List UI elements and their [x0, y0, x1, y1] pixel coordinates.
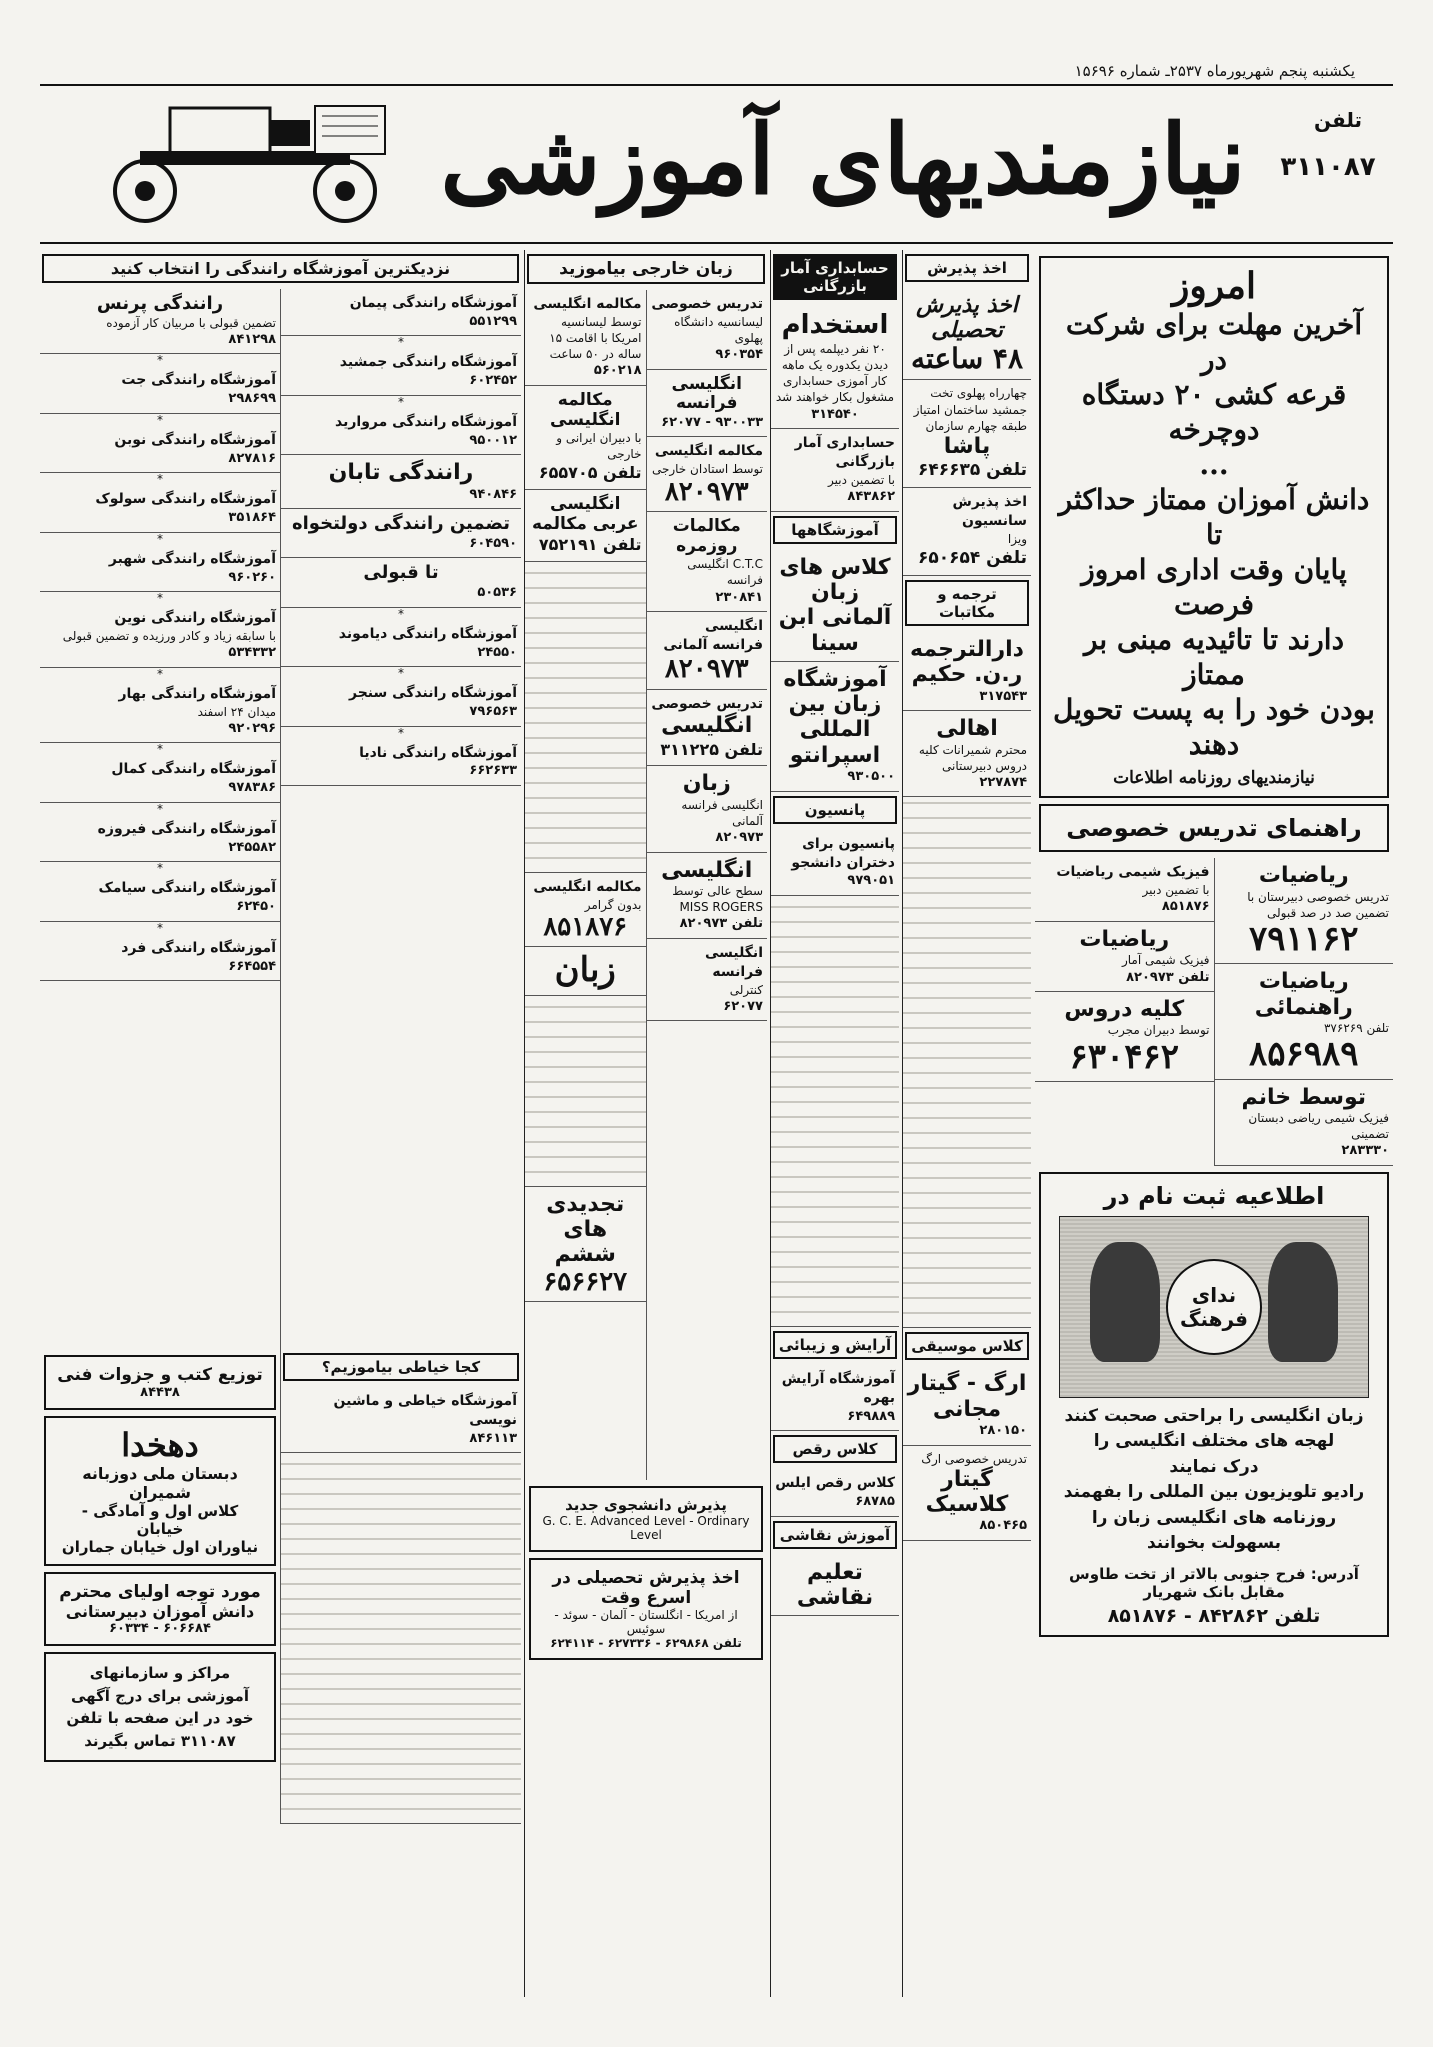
foreign-ad-phone: ۲۳۰۸۴۱	[715, 589, 763, 605]
accounting-ad-phone: ۸۴۳۸۶۲	[847, 489, 895, 505]
foreign-ad-title: تدریس خصوصی	[651, 695, 763, 712]
driving-ad-title: تا قبولی	[363, 562, 439, 584]
driving-ad-phone: ۹۴۰۸۴۶	[469, 486, 517, 502]
driving-ad	[281, 509, 521, 558]
column-driving	[40, 250, 521, 1997]
tailor-ad	[281, 1387, 521, 1453]
driving-ad-title: آموزشگاه رانندگی بهار	[118, 685, 276, 702]
driving-ad-phone: ۵۳۴۳۳۲	[228, 645, 276, 661]
admission-ad-title: گیتار کلاسیک	[925, 1466, 1009, 1518]
driving-ad	[40, 485, 280, 532]
announcement-dots: ...	[1199, 448, 1229, 482]
admission-brand: اخذ پذیرش تحصیلی	[916, 293, 1018, 344]
notice-line: دانش آموزان دبیرستانی	[65, 1602, 255, 1621]
admission-ad-text: چهارراه پهلوی تخت جمشید ساختمان امتیاز طبقه چهارم سازمان	[913, 386, 1027, 433]
driving-ad-phone: ۳۵۱۸۶۴	[228, 510, 276, 526]
accounting-ad	[771, 550, 899, 662]
registration-line4: رادیو تلویزیون بین المللی را بفهمند	[1063, 1482, 1365, 1503]
driving-ad-phone: ۶۶۴۵۵۴	[228, 958, 276, 974]
divider-star: *	[157, 920, 163, 935]
foreign-ad-title: انگلیسی فرانسه	[671, 373, 742, 414]
announcement-box	[1039, 256, 1389, 798]
admission-ad	[903, 632, 1031, 711]
driving-ad-phone: ۵۵۱۲۹۹	[469, 313, 517, 329]
admission-ad-text: محترم شمیرانات کلیه دروس دبیرستانی	[918, 742, 1027, 773]
guide-ad-text: تدریس خصوصی دبیرستان با تضمین صد در صد قبولی	[1247, 889, 1389, 920]
column-accounting	[770, 250, 899, 1997]
accounting-ad-phone: ۶۴۹۸۸۹	[847, 1408, 895, 1424]
tailor-phone: ۸۴۶۱۱۳	[469, 1430, 517, 1446]
announcement-footer: نیازمندیهای روزنامه اطلاعات	[1113, 768, 1315, 789]
driving-ad-phone: ۸۲۷۸۱۶	[228, 450, 276, 466]
guide-ad	[1035, 992, 1214, 1082]
registration-box	[1039, 1172, 1389, 1637]
foreign-ad-phone: ۸۲۰۹۷۳	[664, 476, 749, 507]
driving-ad	[281, 408, 521, 455]
masthead-phone-label: تلفن	[1313, 108, 1363, 132]
announcement-line5: پایان وقت اداری امروز فرصت	[1081, 553, 1347, 622]
foreign-ad-title: زبان	[554, 950, 616, 991]
admission-ad-phone: تلفن ۶۴۶۶۳۵	[917, 460, 1027, 481]
driving-ad-title: آموزشگاه رانندگی سیامک	[98, 880, 276, 897]
accounting-ad-phone: ۳۱۴۵۴۰	[811, 406, 859, 422]
driving-ad-phone: ۹۷۸۳۸۶	[228, 780, 276, 796]
dehkhoda-box	[44, 1416, 276, 1566]
driving-ad-title: آموزشگاه رانندگی پیمان	[349, 295, 517, 311]
guide-ad-title: ریاضیات راهنمائی	[1254, 969, 1353, 1020]
driving-ad-title: آموزشگاه رانندگی جت	[121, 372, 276, 389]
foreign-ad-text: بدون گرامر	[584, 897, 642, 912]
driving-ad	[40, 815, 280, 862]
registration-title: اطلاعیه ثبت نام در	[1103, 1181, 1325, 1210]
driving-ad-title: آموزشگاه رانندگی فیروزه	[97, 820, 276, 837]
announcement-line2: آخرین مهلت برای شرکت در	[1065, 308, 1363, 377]
divider-star: *	[157, 742, 163, 757]
column-tutoring	[1035, 250, 1393, 1997]
projector-illustration	[100, 96, 390, 226]
foreign-ad-phone: تلفن ۶۵۵۷۰۵	[538, 463, 642, 483]
driving-bottom-b	[40, 1349, 280, 1824]
beauty-header: آرایش و زیبائی	[773, 1331, 897, 1359]
driving-bottom-a	[280, 1349, 521, 1824]
institutes-header: آموزشگاهها	[773, 516, 897, 544]
masthead-title: نیازمندیهای آموزشی	[440, 103, 1246, 216]
admission-ad-text: ارگ - گیتار مجانی	[907, 1371, 1027, 1422]
accounting-ad-text: کلاس های زبان آلمانی ابن سینا	[778, 554, 892, 656]
foreign-ad	[647, 370, 768, 438]
guide-ad-phone: ۶۳۰۴۶۲	[1069, 1036, 1180, 1077]
registration-address: آدرس: فرح جنوبی بالاتر از تخت طاوس مقابل بانک شهریار	[1069, 1564, 1359, 1601]
admission-ad-title: پاشا	[943, 433, 991, 459]
accounting-ad-text: آموزشگاه آرایش بهره	[781, 1370, 895, 1406]
masthead-phone: ۳۱۱۰۸۷	[1280, 152, 1376, 182]
foreign-ad-text: انگلیسی فرانسه آلمانی	[681, 797, 763, 828]
dehkhoda-title: دهخدا	[121, 1426, 199, 1464]
registration-photo	[1059, 1216, 1369, 1398]
divider-star: *	[157, 801, 163, 816]
foreign-ad	[525, 1187, 646, 1302]
top-rule	[40, 84, 1393, 86]
divider-star: *	[398, 666, 404, 681]
driving-ad	[40, 934, 280, 981]
masthead-rule	[40, 242, 1393, 244]
accounting-ad	[771, 830, 899, 896]
admission-ad-text: تدریس خصوصی ارگ	[921, 1451, 1027, 1466]
driving-ad-title: آموزشگاه رانندگی نوبن	[114, 431, 276, 448]
divider-star: *	[157, 861, 163, 876]
admission-brand-ad	[903, 288, 1031, 380]
foreign-ad	[525, 947, 646, 995]
driving-ad	[40, 289, 280, 354]
guide-ad-title: کلیه دروس	[1064, 997, 1185, 1023]
accounting-ad-title: استخدام	[781, 310, 889, 340]
guide-header: راهنمای تدریس خصوصی	[1039, 804, 1389, 852]
guide-ad-phone: ۸۵۶۹۸۹	[1248, 1034, 1359, 1075]
accounting-ad-title: حسابداری آمار بازرگانی	[794, 435, 895, 471]
driving-ad-title: آموزشگاه رانندگی کمال	[111, 761, 276, 778]
dateline: یکشنبه پنجم شهریورماه ۲۵۳۷ـ شماره ۱۵۶۹۶	[1074, 62, 1355, 80]
guide-ad	[1035, 922, 1214, 992]
guide-ad-title: فیزیک شیمی ریاضیات	[1056, 864, 1210, 881]
driving-ad-phone: ۶۲۴۵۰	[236, 899, 276, 915]
guide-col-b	[1035, 858, 1214, 1165]
accounting-ad-phone: ۹۳۰۵۰۰	[847, 769, 895, 785]
announcement-line6: دارند تا تائیدیه مبنی بر ممتاز	[1083, 623, 1345, 692]
driving-col-a	[280, 289, 521, 1349]
admission-abroad-text: از امریکا - انگلستان - آلمان - سوئد - سوئیس	[554, 1608, 738, 1636]
registration-body	[1051, 1404, 1377, 1557]
driving-ad	[281, 455, 521, 509]
admission-ad-phone: تلفن ۶۵۰۶۵۴	[917, 548, 1027, 569]
registration-phone: تلفن ۸۴۲۸۶۲ - ۸۵۱۸۷۶	[1107, 1604, 1321, 1627]
notice-box	[44, 1572, 276, 1646]
foreign-col-b	[525, 290, 646, 1480]
foreign-ad	[525, 562, 646, 873]
driving-ad-title: آموزشگاه رانندگی نوین	[114, 610, 276, 627]
guide-ad-title: توسط خانم	[1241, 1084, 1367, 1110]
guide-ad-text: با تضمین دبیر	[1142, 883, 1210, 898]
notice-phone: ۶۰۶۶۸۴ - ۶۰۳۳۴	[109, 1621, 211, 1636]
driving-ad-phone: ۵۰۵۳۶	[477, 585, 517, 601]
foreign-ad-text: C.T.C انگلیسی فرانسه	[687, 557, 763, 588]
foreign-ad-title: زبان	[682, 771, 731, 797]
admission-ad-text: دارالترجمه ر.ن. حکیم	[910, 637, 1024, 688]
foreign-ad-title: انگلیسی	[661, 857, 753, 883]
foreign-ad-phone: ۸۲۰۹۷۳	[715, 829, 763, 845]
admission-ad	[903, 1366, 1031, 1445]
guide-ad-text: فیزیک شیمی آمار	[1121, 953, 1210, 968]
foreign-ad	[647, 437, 768, 512]
foreign-ad	[525, 290, 646, 386]
driving-ad-title: آموزشگاه رانندگی دیاموند	[338, 625, 517, 642]
foreign-ad-title: انگلیسی عربی مکالمه	[531, 494, 639, 534]
divider-star: *	[398, 725, 404, 740]
driving-ad	[40, 366, 280, 413]
foreign-ad-text: سطح عالی توسط MISS ROGERS	[672, 883, 763, 914]
admission-ad-title: اهالی	[936, 716, 998, 742]
admission-header: اخذ پذیرش	[905, 254, 1029, 282]
foreign-ad-phone: ۸۵۱۸۷۶	[543, 911, 628, 942]
foreign-ad-text: با دبیران ایرانی و خارجی	[556, 431, 642, 462]
foreign-ad-text: توسط استادان خارجی	[651, 462, 763, 477]
divider-star: *	[398, 606, 404, 621]
driving-ad-phone: ۶۰۴۵۹۰	[469, 535, 517, 551]
foreign-ad	[647, 766, 768, 852]
foreign-ad-title: مکالمه انگلیسی	[533, 296, 642, 312]
column-admission	[902, 250, 1031, 1997]
dance-header: کلاس رقص	[773, 1435, 897, 1463]
accounting-ad-text: کلاس رقص ایلس	[775, 1475, 895, 1492]
foreign-ad-phone: ۹۶۰۳۵۴	[715, 347, 763, 363]
admission-ad	[903, 1446, 1031, 1541]
foreign-ad-phone: ۵۶۰۲۱۸	[593, 363, 642, 379]
driving-ad-phone: ۹۲۰۲۹۶	[228, 720, 276, 736]
gce-title: پذیرش دانشجوی جدید	[565, 1496, 727, 1514]
masthead	[40, 90, 1393, 240]
admission-ad	[903, 488, 1031, 576]
tailor-title: آموزشگاه خیاطی و ماشین نویسی	[333, 1393, 517, 1428]
driving-ad	[281, 558, 521, 607]
driving-col-b	[40, 289, 280, 1349]
dehkhoda-line2: کلاس اول و آمادگی - خیابان	[81, 1502, 239, 1538]
guide-ad-phone: ۸۵۱۸۷۶	[1161, 899, 1210, 915]
dehkhoda-line3: نیاوران اول خیابان جماران	[61, 1538, 259, 1556]
foreign-ad-text: انگلیسی	[661, 713, 753, 739]
admission-abroad-phone: تلفن ۶۲۹۸۶۸ - ۶۲۷۳۳۶ - ۶۲۴۱۱۴	[550, 1636, 742, 1650]
driving-ad	[40, 755, 280, 802]
accounting-ad	[771, 1469, 899, 1516]
books-box	[44, 1355, 276, 1410]
registration-line3: درک نمایند	[1169, 1456, 1259, 1477]
guide-ad	[1215, 858, 1394, 964]
driving-ad	[281, 289, 521, 336]
guide-ad	[1215, 1080, 1394, 1166]
institutes-box: مراکز و سازمانهای آموزشی برای درج آگهی خود در این صفحه با تلفن ۳۱۱۰۸۷ تماس بگیرند	[44, 1652, 276, 1762]
admission-ad-title: اخذ پذیرش سانسیون	[952, 494, 1027, 530]
foreign-ad	[525, 386, 646, 490]
driving-ad	[281, 348, 521, 395]
announcement-line7: بودن خود را به پست تحویل دهند	[1053, 693, 1375, 762]
foreign-grid	[525, 290, 767, 1480]
accounting-header: حسابداری آمار بازرگانی	[773, 254, 897, 300]
accounting-ad-phone: ۶۸۷۸۵	[855, 1494, 895, 1510]
guide-ad	[1215, 964, 1394, 1079]
driving-ad	[281, 620, 521, 667]
guide-col-a	[1214, 858, 1394, 1165]
driving-ad-phone: ۹۶۰۲۶۰	[228, 569, 276, 585]
driving-grid	[40, 289, 521, 1349]
driving-bottom-grid	[40, 1349, 521, 1824]
accounting-filler	[771, 896, 899, 1327]
driving-ad-title: آموزشگاه رانندگی نادیا	[359, 744, 517, 761]
driving-ad-title: آموزشگاه رانندگی شهبر	[108, 550, 276, 567]
notice-title: مورد توجه اولیای محترم	[59, 1582, 261, 1602]
driving-ad	[40, 680, 280, 744]
divider-star: *	[157, 412, 163, 427]
driving-ad-title: آموزشگاه رانندگی فرد	[121, 939, 276, 956]
guide-ad-title: ریاضیات	[1258, 863, 1349, 889]
admission-filler	[903, 797, 1031, 1328]
foreign-ad-phone: تلفن ۳۱۱۲۲۵	[660, 739, 763, 759]
registration-line5: روزنامه های انگلیسی زبان را	[1091, 1507, 1337, 1528]
accounting-ad	[771, 306, 899, 429]
guide-ad-phone: تلفن ۸۲۰۹۷۳	[1126, 969, 1210, 985]
accounting-ad	[771, 662, 899, 792]
foreign-ad-text: لیسانسیه دانشگاه پهلوی	[674, 314, 763, 346]
driving-ad-phone: ۶۶۲۶۳۳	[469, 763, 517, 779]
driving-ad	[40, 874, 280, 921]
admission-abroad-box	[529, 1558, 763, 1660]
foreign-ad-title: تجدیدی های ششم	[546, 1191, 625, 1268]
accounting-ad-phone: ۹۷۹۰۵۱	[847, 873, 895, 889]
guide-ad-phone: ۷۹۱۱۶۲	[1248, 919, 1359, 960]
divider-star: *	[157, 472, 163, 487]
driving-ad	[40, 426, 280, 473]
foreign-ad	[647, 512, 768, 612]
driving-ad-title: آموزشگاه رانندگی سولوک	[95, 491, 276, 508]
driving-ad-phone: ۹۵۰۰۱۲	[469, 432, 517, 448]
registration-line2: لهجه های مختلف انگلیسی را	[1093, 1431, 1335, 1452]
divider-star: *	[157, 531, 163, 546]
accounting-ad-title: آموزشگاه زبان بین المللی اسپرانتو	[783, 666, 887, 768]
driving-ad-text: تضمین قبولی با مربیان کار آزموده	[106, 315, 276, 330]
admission-hours: ۴۸ ساعته	[911, 341, 1023, 375]
announcement-line3: قرعه کشی ۲۰ دستگاه دوچرخه	[1081, 378, 1347, 447]
gce-text: G. C. E. Advanced Level - Ordinary Level	[542, 1514, 750, 1542]
driving-ad-phone: ۲۴۵۵۸۲	[228, 839, 276, 855]
admission-ad-phone: ۳۱۷۵۴۳	[979, 688, 1027, 704]
accounting-ad-text: تعلیم نقاشی	[796, 1559, 874, 1611]
divider-star: *	[157, 591, 163, 606]
foreign-ad	[525, 873, 646, 948]
driving-ad-text: با سابقه زیاد و کادر ورزیده و تضمین قبولی	[62, 629, 276, 644]
photo-figure	[1090, 1242, 1160, 1362]
driving-ad-text: میدان ۲۴ اسفند	[197, 704, 276, 719]
foreign-ad-title: مکالمه انگلیسی	[550, 390, 621, 430]
accounting-ad-text: با تضمین دبیر	[828, 472, 895, 487]
pension-header: پانسیون	[773, 796, 897, 824]
divider-star: *	[398, 335, 404, 350]
driving-ad	[281, 679, 521, 726]
foreign-ad	[525, 996, 646, 1187]
accounting-ad-text: پانسیون برای دختران دانشجو	[791, 835, 895, 871]
foreign-ad-phone: ۶۵۶۶۲۷	[543, 1266, 628, 1297]
column-foreign-languages	[524, 250, 767, 1997]
driving-header: نزدیکترین آموزشگاه رانندگی را انتخاب کنید	[42, 254, 519, 283]
tailor-filler	[281, 1453, 521, 1824]
foreign-ad-text: کنترلی	[729, 982, 763, 997]
driving-ad-title: تضمین رانندگی دولتخواه	[292, 513, 510, 535]
music-header: کلاس موسیقی	[905, 1332, 1029, 1360]
driving-ad-title: آموزشگاه رانندگی سنجر	[349, 685, 517, 702]
registration-line1: زبان انگلیسی را براحتی صحبت کنند	[1064, 1405, 1364, 1426]
admission-ad	[903, 380, 1031, 488]
painting-header: آموزش نقاشی	[773, 1521, 897, 1549]
driving-ad-phone: ۶۰۲۴۵۲	[469, 373, 517, 389]
accounting-ad	[771, 1365, 899, 1431]
foreign-ad	[647, 690, 768, 767]
guide-grid	[1035, 858, 1393, 1165]
guide-ad-text: توسط دبیران مجرب	[1107, 1023, 1210, 1038]
foreign-ad-phone: ۶۲۰۷۷	[723, 998, 763, 1014]
foreign-ad	[647, 290, 768, 370]
foreign-ad-title: مکالمه انگلیسی	[654, 443, 763, 460]
accounting-ad-text: ۲۰ نفر دیپلمه پس از دیدن یکدوره یک ماهه کار آموزی حسابداری مشغول بکار خواهند شد	[775, 341, 895, 405]
driving-ad-title: رانندگی پرنس	[96, 293, 224, 314]
divider-star: *	[398, 394, 404, 409]
registration-badge: ندای فرهنگ	[1166, 1259, 1262, 1355]
books-phone: ۸۴۴۳۸	[140, 1385, 180, 1400]
guide-ad-text: فیزیک شیمی ریاضی دبستان تضمینی	[1248, 1110, 1389, 1142]
driving-ad	[40, 545, 280, 592]
foreign-ad	[647, 612, 768, 689]
foreign-col-a	[646, 290, 768, 1480]
announcement-line1: امروز	[1172, 265, 1256, 307]
guide-ad-phone: ۲۸۳۳۳۰	[1341, 1143, 1389, 1159]
photo-figure	[1268, 1242, 1338, 1362]
admission-abroad-title: اخذ پذیرش تحصیلی در اسرع وقت	[552, 1568, 740, 1608]
tailor-header: کجا خیاطی بیاموزیم؟	[283, 1353, 519, 1381]
admission-ad	[903, 711, 1031, 797]
foreign-ad-title: انگلیسی فرانسه	[704, 944, 763, 980]
foreign-ad	[525, 490, 646, 562]
divider-star: *	[157, 353, 163, 368]
driving-ad-title: آموزشگاه رانندگی جمشید	[339, 354, 517, 371]
admission-ad-text: ویزا	[1007, 531, 1027, 546]
driving-ad	[40, 604, 280, 668]
foreign-ad-title: تدریس خصوصی	[651, 296, 763, 312]
driving-ad-phone: ۷۹۶۵۶۳	[469, 703, 517, 719]
foreign-ad-phone: ۹۳۰۰۳۳ - ۶۲۰۷۷	[661, 414, 763, 430]
foreign-header: زبان خارجی بیاموزید	[527, 254, 765, 284]
foreign-ad-title: مکالمه انگلیسی	[533, 878, 642, 895]
guide-ad-title: ریاضیات	[1079, 927, 1170, 953]
registration-line6: بسهولت بخوانند	[1146, 1533, 1282, 1554]
divider-star: *	[157, 666, 163, 681]
books-title: توزیع کتب و جزوات فنی	[57, 1365, 263, 1385]
foreign-ad	[647, 939, 768, 1022]
dehkhoda-line1: دبستان ملی دوزبانه شمیران	[82, 1464, 238, 1502]
guide-ad	[1035, 858, 1214, 922]
driving-ad-phone: ۲۹۸۶۹۹	[228, 391, 276, 407]
foreign-ad-text: توسط لیسانسیه امریکا با اقامت ۱۵ ساله در ۵۰ ساعت	[549, 314, 642, 362]
admission-ad-phone: ۲۸۰۱۵۰	[979, 1423, 1027, 1439]
driving-ad-title: آموزشگاه رانندگی مروارید	[335, 413, 517, 430]
foreign-ad-title: مکالمات روزمره	[672, 516, 741, 556]
foreign-ad-phone: تلفن ۷۵۲۱۹۱	[538, 535, 642, 555]
driving-ad-phone: ۸۴۱۲۹۸	[228, 331, 276, 347]
accounting-ad	[771, 1555, 899, 1617]
admission-ad-phone: ۸۵۰۴۶۵	[979, 1518, 1027, 1534]
driving-ad-phone: ۲۴۵۵۰	[477, 644, 517, 660]
translation-header: ترجمه و مکاتبات	[905, 580, 1029, 626]
driving-ad	[281, 739, 521, 786]
announcement-line4: دانش آموزان ممتاز حداکثر تا	[1058, 483, 1370, 552]
admission-ad-phone: ۲۲۷۸۷۴	[979, 774, 1027, 790]
accounting-ad	[771, 429, 899, 512]
foreign-ad-phone: تلفن ۸۲۰۹۷۳	[679, 916, 763, 932]
foreign-ad-title: انگلیسی فرانسه آلمانی	[663, 618, 763, 654]
foreign-ad	[647, 853, 768, 939]
foreign-ad-phone: ۸۲۰۹۷۳	[664, 653, 749, 684]
gce-box	[529, 1486, 763, 1552]
guide-ad-text: تلفن ۳۷۶۲۶۹	[1323, 1021, 1389, 1036]
driving-ad-title: رانندگی تابان	[328, 460, 474, 486]
